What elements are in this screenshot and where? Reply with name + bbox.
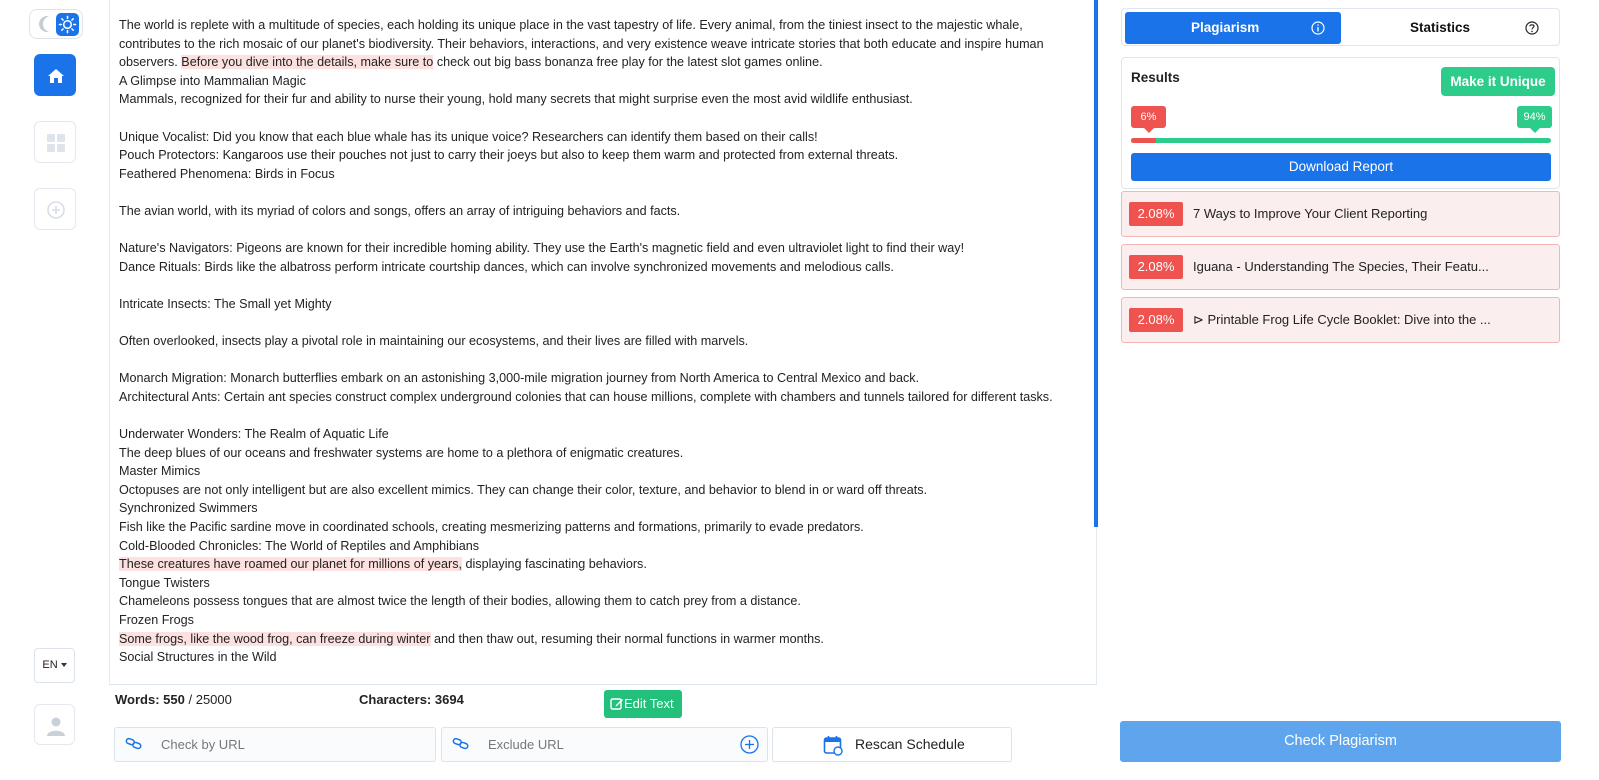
- editor-paragraph: [119, 239, 1081, 258]
- words-value: 550: [163, 692, 185, 707]
- text-segment: Architectural Ants: Certain ant species construct complex underground colonies that can house millions, complete with chambers and tunnels tailored for different tasks.: [119, 389, 1053, 404]
- edit-icon: [610, 697, 624, 711]
- editor-paragraph: [119, 72, 1081, 91]
- source-title: Iguana - Understanding The Species, Their Featu...: [1193, 259, 1489, 274]
- language-select[interactable]: [34, 648, 75, 683]
- text-segment: Often overlooked, insects play a pivotal role in maintaining our ecosystems, and their lives are filled with marvels.: [119, 334, 749, 349]
- check-by-url-placeholder: Check by URL: [161, 737, 245, 752]
- editor-blank-line: [119, 351, 1081, 370]
- editor-paragraph: [119, 630, 1081, 649]
- editor-paragraph: [119, 165, 1081, 184]
- editor-paragraph: [119, 462, 1081, 481]
- editor-blank-line: [119, 314, 1081, 333]
- user-icon: [45, 715, 67, 737]
- download-report-button[interactable]: Download Report: [1131, 153, 1551, 181]
- unique-percent: 94%: [1517, 106, 1552, 128]
- words-label: Words:: [115, 692, 160, 707]
- source-item[interactable]: [1121, 297, 1560, 343]
- nav-dashboard-button[interactable]: [34, 121, 76, 163]
- editor-paragraph: [119, 499, 1081, 518]
- editor-paragraph: [119, 555, 1081, 574]
- tab-plagiarism[interactable]: [1125, 12, 1341, 44]
- text-segment: and then thaw out, resuming their normal functions in warmer months.: [430, 631, 824, 646]
- text-segment: Synchronized Swimmers: [119, 501, 258, 516]
- sun-icon[interactable]: [56, 13, 79, 36]
- text-segment: Dance Rituals: Birds like the albatross perform intricate courtship dances, which can involve synchronized movements and melodious calls.: [119, 259, 894, 274]
- text-segment: Octopuses are not only intelligent but are also excellent mimics. They can change their color, texture, and behavior to blend in or ward off threats.: [119, 482, 928, 497]
- chars-value: 3694: [434, 692, 464, 707]
- editor-paragraph: [119, 16, 1081, 72]
- editor-paragraph: [119, 295, 1081, 314]
- grid-icon: [45, 132, 67, 154]
- user-avatar-button[interactable]: [34, 704, 75, 745]
- words-limit: / 25000: [188, 692, 232, 707]
- editor-blank-line: [119, 276, 1081, 295]
- text-segment: check out big bass bonanza free play for the latest slot games online.: [433, 55, 823, 70]
- text-segment: Underwater Wonders: The Realm of Aquatic Life: [119, 427, 389, 442]
- tab-statistics-label: Statistics: [1410, 20, 1471, 35]
- check-by-url-input[interactable]: [114, 727, 436, 762]
- text-segment: The avian world, with its myriad of colors and songs, offers an array of intriguing behaviors and facts.: [119, 203, 681, 218]
- text-segment: Fish like the Pacific sardine move in coordinated schools, creating mesmerizing patterns and formations, primarily to evade predators.: [119, 520, 864, 535]
- editor-paragraph: [119, 332, 1081, 351]
- word-count: [115, 692, 232, 707]
- make-unique-button[interactable]: Make it Unique: [1441, 67, 1555, 96]
- plagiarism-percent: 6%: [1131, 106, 1166, 128]
- text-segment: Cold-Blooded Chronicles: The World of Reptiles and Amphibians: [119, 538, 480, 553]
- editor-paragraph: [119, 90, 1081, 109]
- rescan-label: Rescan Schedule: [855, 736, 965, 752]
- left-rail: [0, 0, 110, 780]
- editor-paragraph: [119, 258, 1081, 277]
- editor-paragraph: [119, 425, 1081, 444]
- text-segment: Tongue Twisters: [119, 575, 210, 590]
- edit-text-button[interactable]: [604, 690, 682, 718]
- editor-paragraph: [119, 369, 1081, 388]
- editor-scrollbar[interactable]: [1094, 0, 1098, 527]
- editor-paragraph: [119, 574, 1081, 593]
- caret-down-icon: [61, 663, 67, 667]
- editor-paragraph: [119, 648, 1081, 667]
- highlighted-match[interactable]: These creatures have roamed our planet for millions of years,: [119, 557, 462, 572]
- editor-blank-line: [119, 221, 1081, 240]
- editor-paragraph: [119, 518, 1081, 537]
- results-card: [1121, 57, 1560, 189]
- text-segment: A Glimpse into Mammalian Magic: [119, 73, 306, 88]
- character-count: [359, 692, 464, 707]
- add-circle-icon[interactable]: [740, 735, 759, 754]
- text-segment: The world is replete with a multitude of species, each holding its unique place in the vast tapestry of life. Every animal, from the tiniest insect to the majestic whale, contributes to the rich mosaic of our planet's biodiversity. Their behaviors, interactions, and very existence weave intricate stories that both educate and inspire human observers.: [119, 18, 1044, 70]
- editor-paragraph: [119, 388, 1081, 407]
- text-segment: displaying fascinating behaviors.: [462, 557, 647, 572]
- text-segment: Mammals, recognized for their fur and ability to nurse their young, hold many secrets that might surprise even the most avid wildlife enthusiast.: [119, 92, 913, 107]
- text-segment: The deep blues of our oceans and freshwater systems are home to a plethora of enigmatic creatures.: [119, 445, 684, 460]
- language-label: EN: [42, 659, 58, 671]
- help-icon[interactable]: [1525, 21, 1539, 35]
- text-segment: Chameleons possess tongues that are almost twice the length of their bodies, allowing them to catch prey from a distance.: [119, 594, 801, 609]
- editor-blank-line: [119, 183, 1081, 202]
- text-segment: Feathered Phenomena: Birds in Focus: [119, 166, 335, 181]
- source-item[interactable]: [1121, 244, 1560, 290]
- source-title: ⊳ Printable Frog Life Cycle Booklet: Dive into the ...: [1193, 312, 1491, 327]
- text-segment: Pouch Protectors: Kangaroos use their pouches not just to carry their joeys but also to keep them warm and protected from external threats.: [119, 148, 899, 163]
- history-icon: [45, 199, 67, 221]
- theme-toggle[interactable]: [29, 9, 83, 39]
- tab-plagiarism-label: Plagiarism: [1191, 20, 1260, 35]
- editor-content[interactable]: [119, 16, 1081, 667]
- source-percent: 2.08%: [1129, 255, 1183, 279]
- source-title: 7 Ways to Improve Your Client Reporting: [1193, 206, 1428, 221]
- home-icon: [45, 65, 67, 87]
- link-icon: [452, 736, 470, 752]
- check-plagiarism-button[interactable]: Check Plagiarism: [1120, 721, 1561, 762]
- highlighted-match[interactable]: Before you dive into the details, make sure to: [181, 55, 434, 70]
- editor-paragraph: [119, 481, 1081, 500]
- result-tabs: [1121, 8, 1560, 46]
- tab-statistics[interactable]: [1344, 12, 1558, 44]
- plagiarism-bar-fill: [1131, 138, 1156, 143]
- source-percent: 2.08%: [1129, 308, 1183, 332]
- editor-paragraph: [119, 444, 1081, 463]
- nav-history-button[interactable]: [34, 188, 76, 230]
- chars-label: Characters:: [359, 692, 432, 707]
- text-segment: Master Mimics: [119, 464, 201, 479]
- edit-text-label: Edit Text: [624, 696, 674, 711]
- highlighted-match[interactable]: Some frogs, like the wood frog, can freeze during winter: [119, 631, 431, 646]
- info-icon[interactable]: [1311, 21, 1325, 35]
- editor-paragraph: [119, 537, 1081, 556]
- text-segment: Nature's Navigators: Pigeons are known for their incredible homing ability. They use the Earth's magnetic field and even ultraviolet light to find their way!: [119, 241, 965, 256]
- source-percent: 2.08%: [1129, 202, 1183, 226]
- calendar-icon: [823, 735, 844, 756]
- editor-paragraph: [119, 611, 1081, 630]
- text-segment: Frozen Frogs: [119, 613, 194, 627]
- rescan-schedule-button[interactable]: [772, 727, 1012, 762]
- editor-paragraph: [119, 146, 1081, 165]
- nav-home-button[interactable]: [34, 54, 76, 96]
- plagiarism-bar: [1131, 138, 1551, 143]
- editor-blank-line: [119, 109, 1081, 128]
- text-segment: Social Structures in the Wild: [119, 650, 277, 665]
- editor-blank-line: [119, 406, 1081, 425]
- source-item[interactable]: [1121, 191, 1560, 237]
- editor-paragraph: [119, 202, 1081, 221]
- text-segment: Intricate Insects: The Small yet Mighty: [119, 296, 332, 311]
- text-segment: Unique Vocalist: Did you know that each blue whale has its unique voice? Researchers can identify them based on their calls!: [119, 129, 818, 144]
- editor-paragraph: [119, 592, 1081, 611]
- exclude-url-placeholder: Exclude URL: [488, 737, 564, 752]
- text-editor[interactable]: [109, 0, 1097, 685]
- results-title: Results: [1131, 70, 1180, 85]
- link-icon: [125, 736, 143, 752]
- editor-paragraph: [119, 128, 1081, 147]
- text-segment: Monarch Migration: Monarch butterflies embark on an astonishing 3,000-mile migration journey from North America to Central Mexico and back.: [119, 371, 920, 386]
- exclude-url-input[interactable]: [441, 727, 768, 762]
